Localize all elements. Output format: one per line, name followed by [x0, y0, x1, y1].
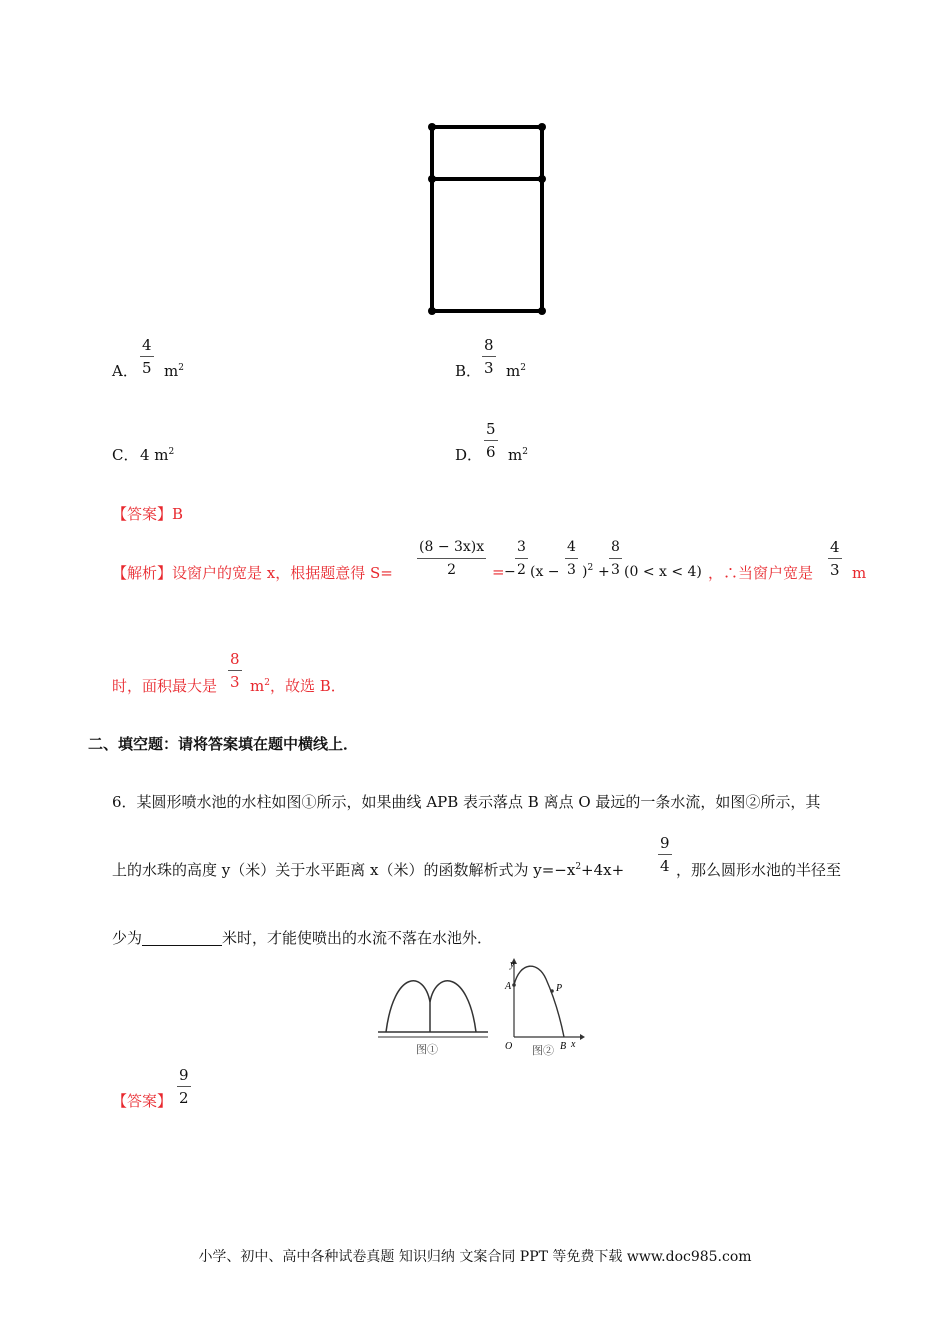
q6-line-3: 少为 米时，才能使喷出的水流不落在水池外．	[112, 929, 493, 947]
fig1-caption: 图①	[416, 1044, 438, 1056]
option-a-fraction: 4 5	[142, 336, 152, 377]
page-footer: 小学、初中、高中各种试卷真题 知识归纳 文案合同 PPT 等免费下载 www.doc985.com	[198, 1249, 752, 1265]
fountain-figure-1	[372, 960, 492, 1070]
analysis-line2-suffix: $m^2$，故选 B．	[250, 677, 346, 695]
analysis-5-prefix: 【解析】设窗户的宽是 x，根据题意得 S=	[112, 564, 393, 582]
option-d-unit: $m^2$	[508, 446, 528, 464]
fig2-label-b: B	[560, 1041, 567, 1052]
analysis-minus: −	[504, 564, 516, 580]
analysis-fraction-1: (8 − 3x)x 2	[419, 539, 485, 578]
parabola-figure-2	[496, 955, 591, 1070]
analysis-paren-close: )$^2$	[582, 563, 594, 580]
analysis-fraction-3: 4 3	[567, 539, 576, 578]
q6-line-2-prefix: 上的水珠的高度 y（米）关于水平距离 x（米）的函数解析式为 $y=-x^2+4x+$	[112, 861, 625, 879]
analysis-equals: =	[492, 563, 505, 581]
option-b-fraction: 8 3	[484, 336, 494, 377]
fig2-label-x: x	[571, 1039, 576, 1050]
option-d-fraction: 5 6	[486, 420, 496, 461]
analysis-fraction-4: 8 3	[611, 539, 620, 578]
analysis-unit: m	[852, 564, 867, 582]
fig2-label-y: y	[510, 959, 515, 970]
option-a-unit: $m^2$	[164, 362, 184, 380]
option-c-value: 4 $m^2$	[140, 446, 175, 464]
fig2-label-a: A	[505, 981, 512, 992]
fig2-label-o: O	[505, 1041, 513, 1052]
analysis-fraction-6: 8 3	[230, 650, 240, 691]
answer-6-label: 【答案】	[112, 1092, 173, 1110]
answer-6-fraction: 9 2	[179, 1066, 189, 1107]
option-a-label: A．	[112, 362, 138, 380]
option-d-label: D．	[455, 446, 483, 464]
option-b-label: B．	[455, 362, 482, 380]
analysis-paren-open: (x −	[530, 564, 560, 580]
window-frame-figure	[420, 115, 560, 325]
option-c-label: C．	[112, 446, 139, 464]
q6-line-2-suffix: ，那么圆形水池的半径至	[676, 861, 842, 879]
analysis-plus: +	[598, 564, 610, 580]
fig2-label-p: P	[556, 983, 563, 994]
q6-line-1: 6．某圆形喷水池的水柱如图①所示，如果曲线 APB 表示落点 B 离点 O 最远的一条水流，如图②所示，其	[112, 793, 821, 811]
answer-blank[interactable]	[142, 931, 222, 946]
option-b-unit: $m^2$	[506, 362, 526, 380]
answer-5: 【答案】B	[112, 505, 184, 523]
analysis-suffix: ，∴当窗户宽是	[708, 564, 814, 582]
fig2-caption: 图②	[532, 1045, 554, 1057]
analysis-fraction-2: 3 2	[517, 539, 526, 578]
analysis-fraction-5: 4 3	[830, 538, 840, 579]
section-2-title: 二、填空题：请将答案填在题中横线上．	[88, 735, 359, 753]
analysis-domain: (0 < x < 4)	[624, 564, 702, 580]
q6-fraction: 9 4	[660, 834, 670, 875]
analysis-line2-prefix: 时，面积最大是	[112, 677, 218, 695]
